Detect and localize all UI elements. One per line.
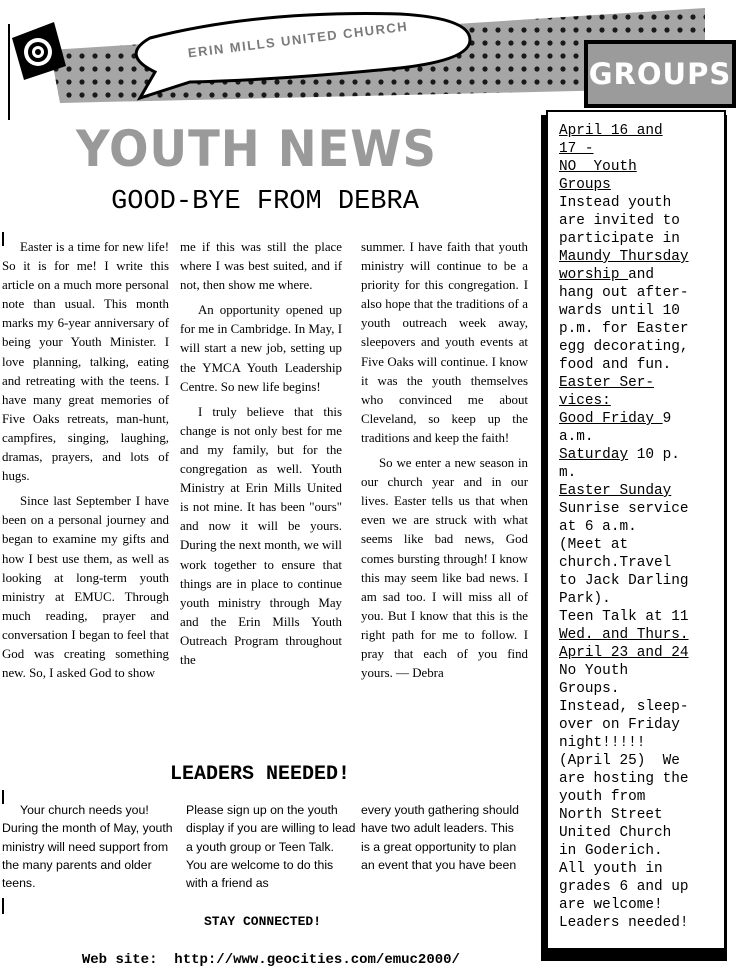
paragraph: Since last September I have been on a personal journey and began to examine my gifts and how I best use them, as well as looking at long-term youth ministry at EMUC. Through much reading, prayer and conversation I began to feel that God was creating something new. So, I asked God to show [2, 494, 169, 681]
sidebar-line: Groups [559, 177, 611, 193]
sidebar-line [559, 410, 719, 428]
paragraph: So we enter a new season in our church year and in our lives. Easter tells us that when even we are struck with what seems like bad news, God comes bursting through! I know this may seem like bad news. I am sad too. I will miss all of you. But I know that this is the right path for me to follow. I pray that each of you find yours. — Debra [361, 456, 528, 681]
sidebar-line: hang out after- [559, 285, 689, 301]
paragraph: Please sign up on the youth display if you are willing to lead a youth group or Teen Talk. You are welcome to do this with a friend as [186, 803, 356, 891]
website-link[interactable]: http://www.geocities.com/emuc2000/ [174, 952, 460, 968]
sidebar-line: 17 - [559, 141, 594, 157]
paragraph: summer. I have faith that youth ministry will continue to be a priority for this congregation. I also hope that the traditions of a youth outreach week away, sleepovers and youth events at Five Oaks will continue. I know it was the youth themselves who convinced me about Cleveland, so keep up the traditions and keep the faith! [361, 240, 528, 445]
sidebar-line: night!!!!! [559, 735, 646, 751]
groups-list [559, 122, 719, 932]
paragraph: me if this was still the place where I was best suited, and if not, then show me where. [180, 240, 342, 293]
paragraph: Your church needs you! During the month of May, youth ministry will need support from the many parents and older teens. [2, 803, 173, 891]
church-name: ERIN MILLS UNITED CHURCH [187, 18, 409, 61]
sidebar-line-part: Good Friday [559, 411, 663, 427]
sidebar-line: Sunrise service [559, 501, 689, 517]
paragraph: Easter is a time for new life! So it is for me! I write this article on a much more personal note than usual. This month marks my 6-year anniversary of being your Youth Minister. I love planning, talking, eating and retreating with the teens. I have many great memories of Five Oaks retreats, man-hunt, campfires, singing, laughing, dramas, prayers, and lots of hugs. [2, 240, 169, 484]
sidebar-line: are hosting the [559, 771, 689, 787]
sidebar-line: (April 25) We [559, 753, 680, 769]
column-marker [2, 898, 4, 914]
leaders-column-2 [186, 801, 356, 892]
paragraph: every youth gathering should have two adult leaders. This is a great opportunity to plan an event that you have been [361, 803, 519, 872]
website-line [0, 933, 525, 969]
sidebar-line: Instead, sleep- [559, 699, 689, 715]
sidebar-line-part: worship [559, 267, 629, 283]
sidebar-line: participate in [559, 231, 680, 247]
paragraph: I truly believe that this change is not only best for me and my family, but for the congregation as well. Youth Ministry at Erin Mills United is not mine. It has been "ours" and now it will be yours. During the next month, we will work together to ensure that things are in place to continue youth ministry through May and the Erin Mills Youth Outreach Program throughout the [180, 404, 342, 667]
sidebar-line: in Goderich. [559, 843, 663, 859]
sidebar-line: Leaders needed! [559, 915, 689, 931]
sidebar-line-part: 10 p. [628, 447, 680, 463]
sidebar-line: are invited to [559, 213, 680, 229]
leaders-column-3 [361, 801, 521, 874]
groups-tab-label: GROUPS [586, 42, 734, 106]
sidebar-line: wards until 10 [559, 303, 680, 319]
sidebar-line: Teen Talk at 11 [559, 609, 689, 625]
sidebar-line: are welcome! [559, 897, 663, 913]
sidebar-line: youth from [559, 789, 646, 805]
article-column-2 [180, 238, 342, 676]
sidebar-line: at 6 a.m. [559, 519, 637, 535]
sidebar-line: to Jack Darling [559, 573, 689, 589]
sidebar-line: grades 6 and up [559, 879, 689, 895]
sidebar-line-part: Saturday [559, 447, 629, 463]
sidebar-line: Easter Ser- [559, 375, 654, 391]
sidebar-line-part: 9 [662, 411, 672, 427]
leaders-column-1 [2, 801, 174, 892]
sidebar-line: food and fun. [559, 357, 672, 373]
article-column-1 [2, 238, 169, 689]
sidebar-line: Easter Sunday [559, 483, 672, 499]
paragraph: An opportunity opened up for me in Cambridge. In May, I will start a new job, setting up the YMCA Youth Leadership Centre. So new life begins! [180, 303, 342, 394]
sidebar-line: April 16 and [559, 123, 663, 139]
sidebar-line: North Street [559, 807, 663, 823]
sidebar-line: NO Youth [559, 159, 637, 175]
sidebar-line: vices: [559, 393, 611, 409]
article-column-3 [361, 238, 528, 689]
sidebar-line: p.m. for Easter [559, 321, 689, 337]
stay-connected: STAY CONNECTED! [203, 914, 322, 929]
sidebar-line: Park). [559, 591, 611, 607]
main-headline: GOOD-BYE FROM DEBRA [111, 187, 419, 217]
sidebar-line: All youth in [559, 861, 663, 877]
sidebar-line-part: and [628, 267, 655, 283]
sidebar-line: m. [559, 465, 577, 481]
sidebar-line: Wed. and Thurs. [559, 627, 689, 643]
sidebar-line: April 23 and 24 [559, 645, 689, 661]
sidebar-line: over on Friday [559, 717, 680, 733]
sidebar-line [559, 446, 719, 464]
page-title: YOUTH NEWS [76, 120, 437, 178]
sidebar-line: church.Travel [559, 555, 672, 571]
sidebar-line [559, 266, 719, 284]
sidebar-line: (Meet at [559, 537, 629, 553]
sidebar-line: Maundy Thursday [559, 249, 689, 265]
sidebar-line: No Youth [559, 663, 629, 679]
sidebar-line: a.m. [559, 429, 594, 445]
website-label: Web site: [81, 952, 158, 968]
sidebar-line: Groups. [559, 681, 620, 697]
leaders-headline: LEADERS NEEDED! [169, 763, 351, 786]
sidebar-line: Instead youth [559, 195, 672, 211]
sidebar-line: egg decorating, [559, 339, 689, 355]
sidebar-line: United Church [559, 825, 672, 841]
